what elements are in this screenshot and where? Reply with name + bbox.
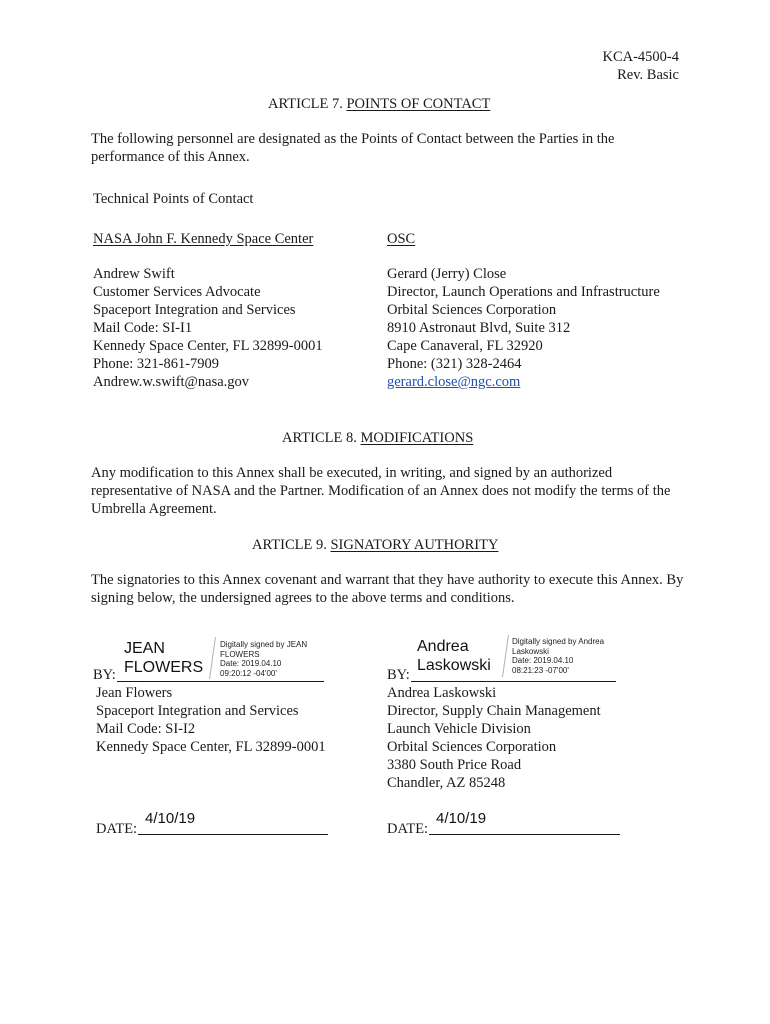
signature-line[interactable] [117, 681, 324, 682]
nasa-contact-block [93, 265, 323, 391]
article9-body: The signatories to this Annex covenant and warrant that they have authority to execute this Annex. By signing below, the undersigned agrees to the above terms and conditions. [91, 572, 684, 606]
article7-heading-prefix: ARTICLE 7. [268, 96, 343, 112]
date-line[interactable] [138, 834, 328, 835]
article8-heading-prefix: ARTICLE 8. [282, 430, 357, 446]
date-label: DATE: [96, 821, 138, 837]
contact-line: 8910 Astronaut Blvd, Suite 312 [387, 320, 571, 336]
osc-signatory-details: Andrea Laskowski Director, Supply Chain Management Launch Vehicle Division Orbital Sciences Corporation 3380 South Price Road Chandler, AZ 85248 [387, 685, 601, 791]
osc-contact-block [387, 265, 660, 391]
signature-last-name: Laskowski [417, 657, 491, 674]
article8-heading-title: MODIFICATIONS [360, 430, 474, 446]
digital-signature-info: Digitally signed by JEAN FLOWERS Date: 2019.04.10 09:20:12 -04'00' [220, 640, 308, 678]
signature-last-name: FLOWERS [124, 659, 204, 676]
contact-line: Andrew Swift [93, 266, 175, 282]
digital-signature-info: Digitally signed by Andrea Laskowski Date: 2019.04.10 08:21:23 -07'00' [512, 637, 605, 675]
date-line[interactable] [429, 834, 620, 835]
contact-email: Andrew.w.swift@nasa.gov [93, 374, 250, 390]
article9-heading-title: SIGNATORY AUTHORITY [330, 537, 499, 553]
nasa-org-heading: NASA John F. Kennedy Space Center [93, 231, 314, 247]
date-label: DATE: [387, 821, 429, 837]
article9-heading [252, 536, 498, 554]
article7-intro: The following personnel are designated as the Points of Contact between the Parties in the performance of this Annex. [91, 131, 615, 165]
osc-email-link[interactable]: gerard.close@ngc.com [387, 374, 521, 390]
contact-line: Mail Code: SI-I1 [93, 320, 193, 336]
contact-line: Spaceport Integration and Services [93, 302, 296, 318]
contact-line: Phone: 321-861-7909 [93, 356, 220, 372]
article8-body: Any modification to this Annex shall be executed, in writing, and signed by an authorized representative of NASA and the Partner. Modification of an Annex does not modify the terms of the Umbrella Agreement. [91, 465, 671, 517]
by-label: BY: [93, 667, 116, 683]
technical-poc-subheading: Technical Points of Contact [93, 191, 254, 207]
document-id: KCA-4500-4 [602, 49, 679, 65]
by-label: BY: [387, 667, 410, 683]
contact-line: Cape Canaveral, FL 32920 [387, 338, 543, 354]
document-revision: Rev. Basic [617, 67, 679, 83]
signature-first-name: JEAN [124, 640, 165, 657]
article7-heading-title: POINTS OF CONTACT [346, 96, 491, 112]
contact-line: Orbital Sciences Corporation [387, 302, 557, 318]
contact-line: Gerard (Jerry) Close [387, 266, 507, 282]
signature-date-value: 4/10/19 [145, 810, 196, 827]
contact-line: Director, Launch Operations and Infrastructure [387, 284, 660, 300]
article8-heading [282, 429, 473, 447]
signature-first-name: Andrea [417, 638, 469, 655]
contact-line: Phone: (321) 328-2464 [387, 356, 522, 372]
contact-line: Kennedy Space Center, FL 32899-0001 [93, 338, 323, 354]
nasa-signatory-details: Jean Flowers Spaceport Integration and Services Mail Code: SI-I2 Kennedy Space Center, FL 32899-0001 [96, 685, 326, 755]
contact-line: Customer Services Advocate [93, 284, 261, 300]
article9-heading-prefix: ARTICLE 9. [252, 537, 327, 553]
signature-date-value: 4/10/19 [436, 810, 487, 827]
signature-line[interactable] [411, 681, 616, 682]
osc-org-heading: OSC [387, 231, 416, 247]
article7-heading [268, 95, 490, 113]
